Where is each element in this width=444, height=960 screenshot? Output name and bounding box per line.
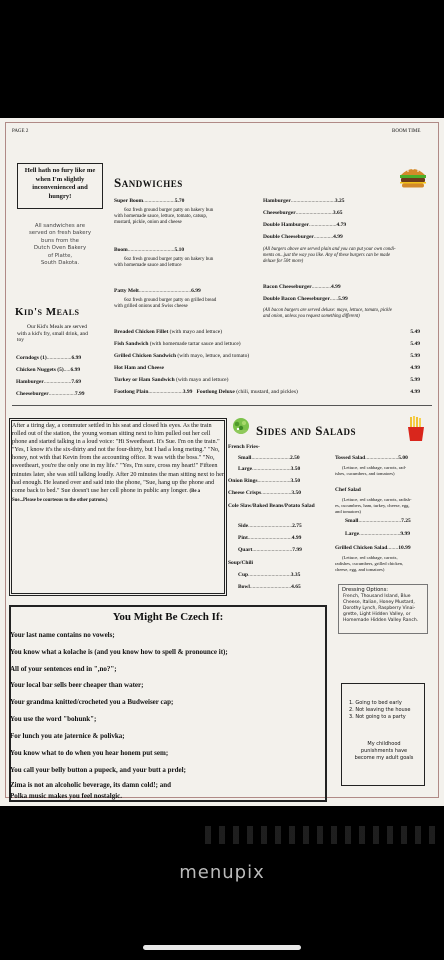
torn-edge-pattern <box>205 826 435 844</box>
desc-line: 6oz fresh ground burger patty on bakery bun <box>124 208 214 213</box>
desc-line: 6oz fresh ground burger patty on grilled bread <box>124 298 217 303</box>
salad-desc <box>335 555 404 573</box>
sandwich-row: Breaded Chicken Fillet (with mayo and lettuce) 5.49 <box>114 329 420 335</box>
watermark-logo: menupix <box>179 862 265 883</box>
dressing-line: Homemade Hidden Valley Ranch. <box>343 617 419 623</box>
czech-line: You use the word "bohunk"; <box>10 715 97 723</box>
bakery-line: of Platte, <box>47 252 73 259</box>
bacon-item: Bacon Cheeseburger..............4.99 <box>263 284 341 290</box>
desc-line: 6oz fresh ground burger patty on bakery bun <box>124 257 214 262</box>
sandwich-item: Super Boom.......................5.70 <box>114 198 185 204</box>
czech-line: Your last name contains no vowels; <box>10 631 115 639</box>
sandwiches-title: Sandwiches <box>114 175 183 190</box>
salad-item: Grilled Chicken Salad........10.99 <box>335 545 411 551</box>
brand-name: BOOM TIME <box>392 129 421 134</box>
bakery-line: served on fresh bakery <box>28 230 92 237</box>
salad-item: Chef Salad <box>335 487 361 493</box>
footlong-row: Footlong Plain.........................3.99 Footlong Deluxe (chili, mustard, and pickles) 4.99 <box>114 389 420 395</box>
salad-desc-line: (Lettuce, red cabbage, carrots, <box>342 555 398 560</box>
side-item: French Fries- <box>228 444 260 450</box>
kids-note-line: with a kid's fry, small drink, and <box>17 330 88 337</box>
dressing-line: French, Thousand Island, Blue <box>343 594 411 599</box>
page-number: PAGE 2 <box>12 129 29 134</box>
side-item: Bowl..............................4.65 <box>238 584 301 590</box>
bakery-line: South Dakota. <box>40 260 80 267</box>
sandwich-desc <box>114 208 214 227</box>
note-line: (All burgers above are served plain and you can put your own condi- <box>263 247 396 252</box>
childhood-line: 1. Going to bed early <box>349 700 402 706</box>
salad-desc-line: and tomatoes) <box>335 509 361 514</box>
story-body: After a tiring day, a commuter settled in his seat and closed his eyes. As the train rolled out of the station, the young woman sitting next to him pulled out her cell phone and started talking in a loud voice: "Hi Sweetheart. It's Sue. I'm on the train." "Yes, I know it's the six-thirty and not the four-thirty, but I had a long meting." "No, honey, not with that Kevin from the accounting office. It was with the boss." "No, sweetheart, you're the only one in my life." "Yes, I'm sure, cross my heart!" Fifteen minutes later, she was still talking loudly. After 20 minutes the man sitting next to her had enough. He leaned over and said into the phone, "Sue, hang up the phone and come back to bed." Sue doesn't use her cell phone in public any longer. <box>12 422 224 494</box>
side-item: Cheese Crisps......................3.50 <box>228 490 302 496</box>
side-item: Small............................2.50 <box>238 455 300 461</box>
story-footnote: (Be a Sue...Please be courteous to the other patrons.) <box>12 488 201 503</box>
bakery-line: All sandwiches are <box>34 223 86 229</box>
kids-item: Hamburger....................7.69 <box>16 379 81 385</box>
side-item: Cup...............................3.35 <box>238 572 301 578</box>
menu-page <box>0 118 444 806</box>
burger-item: Double Cheeseburger..............4.99 <box>263 234 343 240</box>
czech-line: For lunch you ate jaternice & polivka; <box>10 732 125 740</box>
burger-item: Double Hamburger....................4.79 <box>263 222 347 228</box>
desc-line: with homemade sauce and lettuce <box>114 263 182 269</box>
side-item: Onion Rings........................3.50 <box>228 478 301 484</box>
salad-item: Large..............................9.99 <box>345 531 410 537</box>
fries-icon <box>405 416 427 442</box>
czech-line: You know what to do when you hear honem put sem; <box>10 749 169 757</box>
sandwich-item: Boom..................................5.10 <box>114 247 185 253</box>
childhood-caption <box>342 741 426 762</box>
side-item: Quart.............................7.99 <box>238 547 302 553</box>
bakery-line: buns from the <box>41 237 79 244</box>
story-text <box>12 422 224 505</box>
dressing-line: Cheese, Italian, Honey Mustard, <box>343 599 415 605</box>
quote-text: Hell hath no fury like me when I'm slightly inconvenienced and hungry! <box>24 167 96 200</box>
bakery-note <box>14 223 106 267</box>
sandwich-row: Turkey or Ham Sandwich (with mayo and lettuce) 5.99 <box>114 377 420 383</box>
note-line: and onion, unless you request something different) <box>263 314 360 319</box>
caption-line: become my adult goals <box>354 755 414 761</box>
czech-title: You Might Be Czech If: <box>112 611 224 623</box>
childhood-list <box>349 700 410 721</box>
salad-desc-line: (Lettuce, red cabbage, carrots, radish- <box>342 497 412 502</box>
side-item: Cole Slaw/Baked Beans/Potato Salad <box>228 503 315 509</box>
home-indicator[interactable] <box>143 945 301 950</box>
czech-line: Your grandma knitted/crocheted you a Budweiser cap; <box>10 698 174 706</box>
czech-line: You know what a kolache is (and you know how to spell & pronounce it); <box>10 648 228 656</box>
side-item: Side................................2.75 <box>238 523 302 529</box>
dressing-box <box>338 584 428 634</box>
desc-line: with homemade sauce, lettuce, tomato, catsup, <box>114 214 208 220</box>
sandwich-desc <box>114 298 217 310</box>
kids-item: Corndogs (1)..................6.99 <box>16 355 82 361</box>
salad-bowl-icon <box>231 417 251 437</box>
sandwich-item: Patty Melt......................................6.99 <box>114 288 201 294</box>
burger-note <box>263 247 396 265</box>
kids-note-line: toy <box>17 337 25 343</box>
sandwich-desc <box>114 257 214 269</box>
salad-desc-line: (Lettuce, red cabbage, carrots, rad- <box>342 465 407 470</box>
hamburger-icon <box>399 165 427 189</box>
salad-item: Tossed Salad........................5.00 <box>335 455 408 461</box>
kids-item: Cheeseburger...................7.99 <box>16 391 85 397</box>
salad-desc-line: ishes, cucumbers, and tomatoes) <box>335 471 395 476</box>
bacon-item: Double Bacon Cheeseburger......5.99 <box>263 296 348 302</box>
desc-line: with grilled onions and Swiss cheese <box>114 304 188 310</box>
childhood-line: 2. Not leaving the house <box>349 707 411 713</box>
salad-desc-line: radishes, cucumbers, grilled chicken, <box>335 561 404 566</box>
dressing-list <box>343 594 418 624</box>
salad-item: Small...............................7.25 <box>345 518 411 524</box>
sandwich-row: Fish Sandwich (with homemade tartar sauce and lettuce) 5.49 <box>114 341 420 347</box>
note-line: deluxe for 50¢ more) <box>263 259 304 264</box>
side-item: Soup/Chili <box>228 560 254 566</box>
bakery-line: Dutch Oven Bakery <box>33 245 87 252</box>
kids-note <box>17 324 88 344</box>
note-line: (All bacon burgers are served deluxe: mayo, lettuce, tomato, pickle <box>263 308 392 313</box>
kids-item: Chicken Nuggets (5).....6.99 <box>16 367 81 373</box>
czech-line: Your local bar sells beer cheaper than water; <box>10 681 144 689</box>
top-black-band <box>0 0 444 112</box>
side-item: Large............................3.50 <box>238 466 301 472</box>
note-line: ments on...just the way you like. Any of these burgers can be made <box>263 253 391 258</box>
kids-meals-title: Kid's Meals <box>15 306 80 318</box>
sides-title: Sides and Salads <box>256 423 356 438</box>
side-item: Pint................................4.99 <box>238 535 302 541</box>
quote-box <box>17 163 103 209</box>
czech-line: Polka music makes you feel nostalgic. <box>10 792 122 800</box>
sandwich-row: Hot Ham and Cheese 4.99 <box>114 365 420 371</box>
burger-item: Hamburger................................3.25 <box>263 198 345 204</box>
salad-desc <box>335 497 412 515</box>
desc-line: mustard, pickle, onion and cheese <box>114 220 182 226</box>
burger-item: Cheeseburger...........................3.65 <box>263 210 343 216</box>
kids-note-line: Our Kid's Meals are served <box>27 324 87 330</box>
czech-line: You call your belly button a pupeck, and your butt a prdel; <box>10 766 186 774</box>
childhood-line: 3. Not going to a party <box>349 714 406 720</box>
czech-line: Zima is not an alcoholic beverage, its damn cold!; and <box>10 781 172 789</box>
salad-desc-line: cheese, egg, and tomatoes) <box>335 567 385 572</box>
salad-desc <box>335 465 407 477</box>
salad-desc-line: es, cucumbers, ham, turkey, cheese, egg, <box>335 503 410 508</box>
czech-line: All of your sentences end in ",no?"; <box>10 665 117 673</box>
dressing-line: Dorothy Lynch, Raspberry Vinai- <box>343 605 416 611</box>
childhood-box <box>341 683 425 786</box>
section-divider <box>12 405 432 406</box>
caption-line: My childhood <box>367 741 401 747</box>
bacon-note <box>263 308 392 320</box>
sandwich-row: Grilled Chicken Sandwich (with mayo, lettuce, and tomato) 5.99 <box>114 353 420 359</box>
caption-line: punishments have <box>360 748 408 754</box>
dressing-title: Dressing Options: <box>342 587 389 593</box>
dressing-line: grette, Light Hidden Valley, or <box>343 611 411 617</box>
